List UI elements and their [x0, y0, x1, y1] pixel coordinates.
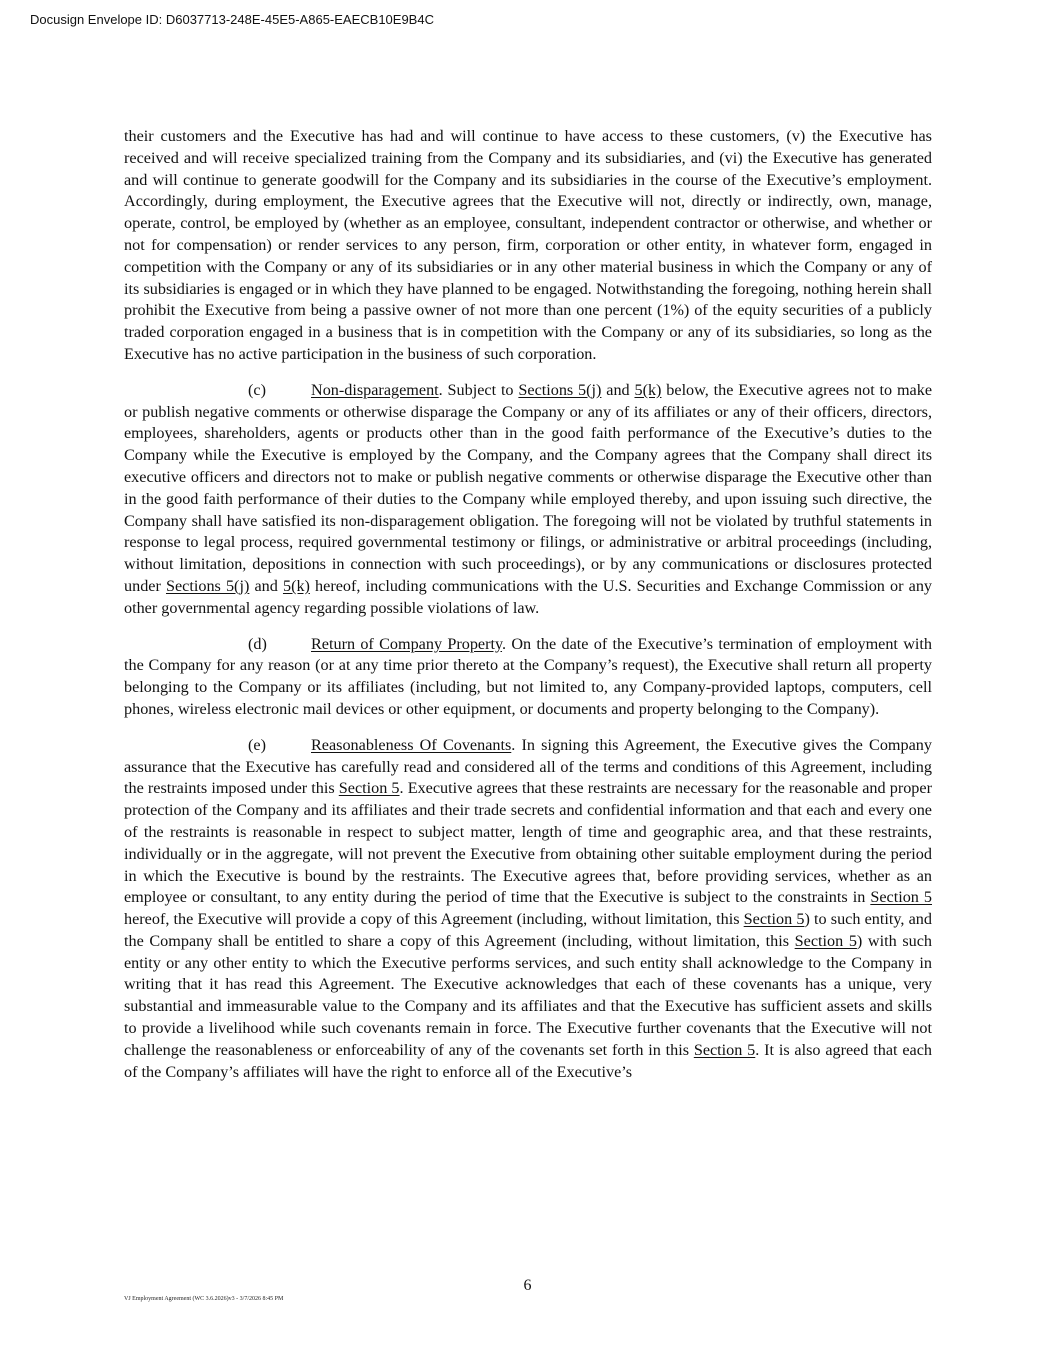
section-label: (e): [248, 735, 266, 754]
document-body: [124, 126, 932, 1097]
underlined-reference: Reasonableness Of Covenants: [311, 735, 512, 754]
paragraph-e: [124, 735, 932, 1084]
section-label: (d): [248, 634, 267, 653]
paragraph-text: hereof, including communications with the U.S. Securities and Exchange Commission or any other governmental agency regarding possible violations of law.: [124, 576, 933, 617]
paragraph-text: . It is also agreed that each of the Company’s affiliates will have the right to enforce all of the Executive’s: [124, 1040, 932, 1081]
paragraph-text: and: [249, 576, 283, 595]
document-footer: VJ Employment Agreement (WC 3.6.2026)v3 - 3/7/2026 8:45 PM: [124, 1296, 284, 1302]
underlined-reference: Section 5: [794, 931, 857, 950]
paragraph-text: below, the Executive agrees not to make or publish negative comments or otherwise disparage the Company or any of its affiliates or any of their officers, directors, employees, shareholders, agents or products other than in the good faith performance of the Executive’s duties to the Company while the Executive is employed by the Company, and the Company agrees that the Company shall direct its executive officers and directors not to make or publish negative comments or otherwise disparage the Executive other than in the good faith performance of their duties to the Company while employed thereby, and upon issuing such directive, the Company shall have satisfied its non-disparagement obligation. The foregoing will not be violated by truthful statements in response to legal process, required governmental testimony or filings, or administrative or arbitral proceedings (including, without limitation, depositions in connection with such proceedings), or by any communications or disclosures protected under: [124, 380, 933, 595]
paragraph-text: and: [601, 380, 635, 399]
docusign-envelope-id: Docusign Envelope ID: D6037713-248E-45E5-A865-EAECB10E9B4C: [30, 12, 434, 27]
paragraph-continued: [124, 126, 932, 366]
underlined-reference: Return of Company Property: [311, 634, 503, 653]
paragraph-text: ) to such entity, and the Company shall be entitled to share a copy of this Agreement (including, without limitation, this: [124, 910, 932, 950]
underlined-reference: Section 5: [338, 779, 400, 798]
paragraph-c: [124, 380, 932, 620]
paragraph-d: [124, 634, 932, 721]
paragraph-text: ) with such entity or any other entity to which the Executive performs services, and such entity shall acknowledge to the Company in writing that it has read this Agreement. The Executive acknowledges that each of these covenants has a unique, very substantial and immeasurable value to the Company and its affiliates and that the Executive has sufficient assets and skills to provide a livelihood while such covenants remain in force. The Executive further covenants that the Executive will not challenge the reasonableness or enforceability of any of the covenants set forth in this: [124, 931, 932, 1059]
page-number: 6: [523, 1277, 532, 1294]
underlined-reference: 5(k): [634, 380, 662, 399]
underlined-reference: Section 5: [693, 1040, 756, 1059]
underlined-reference: Sections 5(j): [518, 380, 602, 399]
underlined-reference: Sections 5(j): [165, 576, 250, 595]
paragraph-text: hereof, the Executive will provide a copy of this Agreement (including, without limitation, this: [124, 910, 744, 929]
paragraph-text: . On the date of the Executive’s termination of employment with the Company for any reason (or at any time prior thereto at the Company’s request), the Executive shall return all property belonging to the Company or its affiliates (including, but not limited to, any Company-provided laptops, computers, cell phones, wireless electronic mail devices or other equipment, or documents and property belonging to the Company).: [124, 634, 932, 718]
paragraph-text: their customers and the Executive has had and will continue to have access to these customers, (v) the Executive has received and will receive specialized training from the Company and its subsidiaries, and (vi) the Executive has generated and will continue to generate goodwill for the Company and its subsidiaries in the course of the Executive’s employment. Accordingly, during employment, the Executive agrees that the Executive will not, directly or indirectly, own, manage, operate, control, be employed by (whether as an employee, consultant, independent contractor or otherwise, and whether or not for compensation) or render services to any person, firm, corporation or other entity, in whatever form, engaged in competition with the Company or any of its subsidiaries or in any other material business in which the Company or any of its subsidiaries is engaged or in which they have planned to be engaged. Notwithstanding the foregoing, nothing herein shall prohibit the Executive from being a passive owner of not more than one percent (1%) of the equity securities of a publicly traded corporation engaged in a business that is in competition with the Company or any of its subsidiaries, so long as the Executive has no active participation in the business of such corporation.: [124, 127, 932, 363]
paragraph-text: . Subject to: [438, 380, 519, 399]
paragraph-text: . Executive agrees that these restraints are necessary for the reasonable and proper protection of the Company and its affiliates and their trade secrets and confidential information and that each and every one of the restraints is reasonable in respect to subject matter, length of time and geographic area, and that these restraints, individually or in the aggregate, will not prevent the Executive from obtaining other suitable employment during the period in which the Executive is bound by the restraints. The Executive agrees that, before providing services, whether as an employee or consultant, to any entity during the period of time that the Executive is subject to the constraints in: [124, 779, 932, 907]
underlined-reference: 5(k): [282, 576, 310, 595]
paragraph-text: . In signing this Agreement, the Executive gives the Company assurance that the Executive has carefully read and considered all of the terms and conditions of this Agreement, including the restraints imposed under this: [124, 735, 932, 798]
underlined-reference: Section 5: [743, 910, 805, 929]
underlined-reference: Section 5: [870, 888, 932, 907]
underlined-reference: Non-disparagement: [311, 380, 439, 399]
section-label: (c): [248, 380, 266, 399]
